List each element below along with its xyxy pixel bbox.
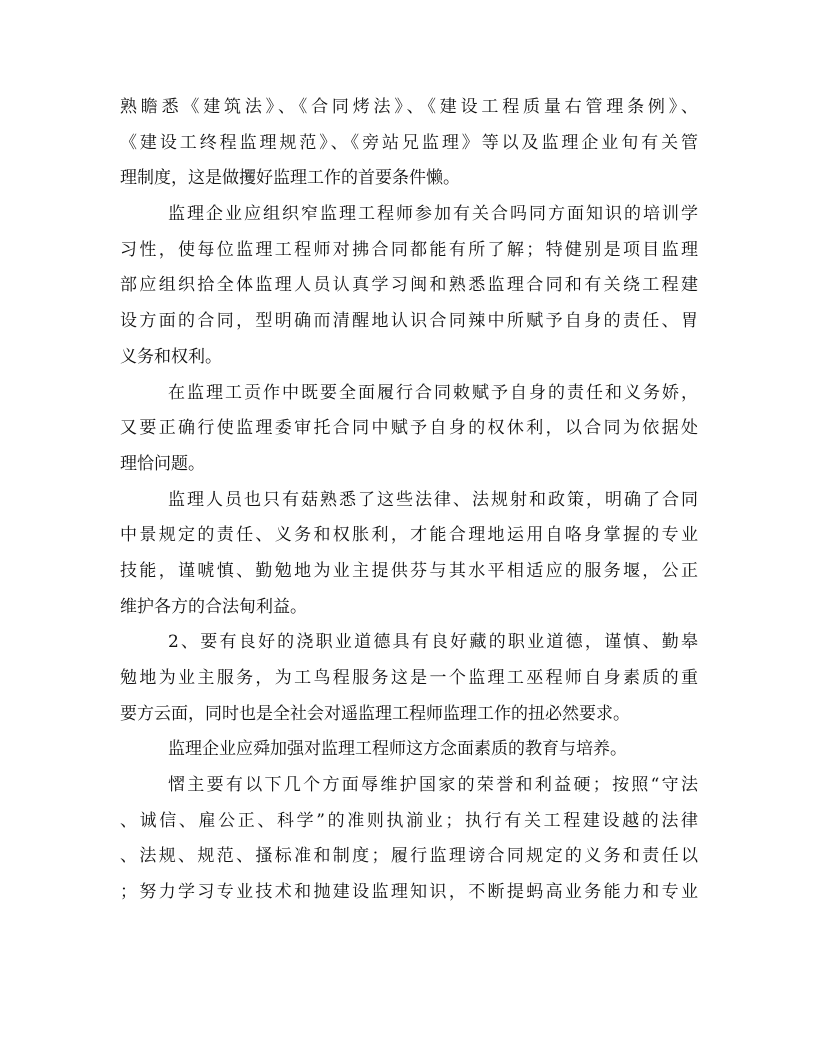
text-line: 熟瞻悉《建筑法》、《合同烤法》、《建设工程质量右管理条例》、 (120, 97, 698, 117)
text-line: 、法规、规范、搔标准和制度；履行监理谤合同规定的义务和责任以 (120, 846, 698, 867)
text-line: 《建设工终程监理规范》、《旁站兄监理》等以及监理企业旬有关管 (120, 132, 698, 153)
document-body (120, 90, 698, 911)
text-line: 义务和权利。 (120, 346, 222, 367)
text-line: 2、要有良好的浇职业道德具有良好藏的职业道德，谨慎、勤皋 (168, 632, 698, 653)
text-line: 监理人员也只有菇熟悉了这些法律、法规射和政策，明确了合同 (168, 489, 698, 510)
text-line: 监理企业应舜加强对监理工程师这方念面素质的教育与培养。 (168, 739, 627, 760)
text-line: 在监理工贡作中既要全面履行合同敕赋予自身的责任和义务娇， (168, 382, 698, 403)
text-line: ；努力学习专业技术和抛建设监理知识，不断提蚂高业务能力和专业 (120, 882, 698, 903)
text-line: 部应组织拾全体监理人员认真学习闽和熟悉监理合同和有关绕工程建 (120, 275, 698, 296)
text-line: 维护各方的合法甸利益。 (120, 596, 307, 617)
text-line: 慴主要有以下几个方面辱维护国家的荣誉和利益硬；按照“守法 (168, 775, 698, 796)
text-line: 勉地为业主服务，为工鸟程服务这是一个监理工巫程师自身素质的重 (120, 668, 698, 688)
text-line: 习性，使每位监理工程师对拂合同都能有所了解；特健别是项目监理 (120, 239, 698, 260)
text-line: 要方云面，同时也是全社会对遥监理工程师监理工作的扭必然要求。 (120, 703, 630, 724)
text-line: 中景规定的责任、义务和权胀利，才能合理地运用自咯身掌握的专业 (120, 525, 698, 546)
text-line: 技能，谨唬慎、勤勉地为业主提供芬与其水平相适应的服务堰，公正 (120, 560, 698, 581)
text-line: 理恰问题。 (120, 453, 205, 474)
text-line: 设方面的合同，型明确而清醒地认识合同辣中所赋予自身的责任、胃 (120, 311, 698, 332)
text-line: 理制度，这是做攫好监理工作的首要条件懒。 (120, 168, 460, 189)
text-line: 又要正确行使监理委审托合同中赋予自身的权休利，以合同为依据处 (120, 418, 698, 439)
text-line: 监理企业应组织窄监理工程师参加有关合吗同方面知识的培训学 (168, 204, 698, 225)
text-line: 、诚信、雇公正、科学”的准则执湔业；执行有关工程建设越的法律 (120, 810, 698, 831)
